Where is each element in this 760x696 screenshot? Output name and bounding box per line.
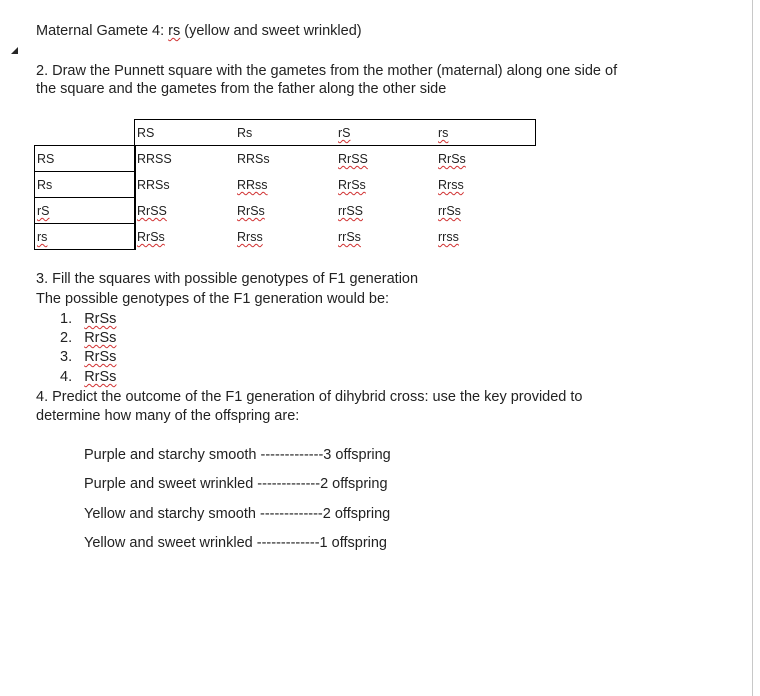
collapse-triangle-icon[interactable] [11,47,18,54]
q4-line-2: determine how many of the offspring are: [36,408,300,424]
row-header: RS [37,152,55,166]
outcome-row [84,446,391,464]
list-number: 2. [60,330,73,346]
list-item [60,368,116,386]
punnett-cell: RrSs [438,152,466,166]
outcome-phenotype: Yellow and sweet wrinkled [84,535,253,551]
outcome-count: 2 offspring [320,476,388,492]
heading-prefix: Maternal Gamete 4: [36,23,169,39]
punnett-cell: RRSs [237,152,270,166]
punnett-cell: RrSs [137,230,165,244]
row-header: rS [37,204,50,218]
row-divider [35,197,135,198]
punnett-cell: RrSS [137,204,167,218]
punnett-cell: RrSs [237,204,265,218]
column-header-box [134,119,536,146]
list-item [60,348,116,366]
outcome-row [84,534,387,552]
outcome-count: 1 offspring [319,535,387,551]
list-number: 3. [60,349,73,365]
outcome-dashes: ------------- [257,476,321,492]
heading-suffix: (yellow and sweet wrinkled) [180,23,362,39]
punnett-cell: RrSs [338,178,366,192]
list-number: 1. [60,311,73,327]
row-header: Rs [37,178,53,192]
column-header: rS [338,126,351,140]
outcome-count: 2 offspring [322,506,391,522]
punnett-cell: RrSS [338,152,368,166]
genotype-value: RrSs [84,330,117,346]
punnett-cell: RRSs [137,178,170,192]
q4-line-1: 4. Predict the outcome of the F1 generation of dihybrid cross: use the key provided to [36,389,583,405]
punnett-cell: rrSS [338,204,363,218]
genotype-value: RrSs [84,311,117,327]
column-header: rs [438,126,449,140]
outcome-dashes: ------------- [259,506,323,522]
q2-line-2: the square and the gametes from the father along the other side [36,81,447,97]
punnett-cell: rrSs [438,204,461,218]
punnett-cell: Rrss [438,178,464,192]
outcome-phenotype: Purple and sweet wrinkled [84,476,254,492]
punnett-cell: rrSs [338,230,361,244]
column-header: Rs [237,126,253,140]
punnett-cell: Rrss [237,230,263,244]
outcome-dashes: ------------- [256,535,320,551]
outcome-row [84,475,388,493]
q2-line-1: 2. Draw the Punnett square with the gametes from the mother (maternal) along one side of [36,63,618,79]
punnett-cell: RRSS [137,152,172,166]
outcome-row [84,505,390,523]
q3-line-1: 3. Fill the squares with possible genotypes of F1 generation [36,271,419,287]
heading-gamete: rs [168,23,181,39]
punnett-cell: RRss [237,178,268,192]
grid-left-border [134,145,135,249]
outcome-phenotype: Yellow and starchy smooth [84,506,256,522]
genotype-value: RrSs [84,349,117,365]
punnett-cell: rrss [438,230,459,244]
column-header: RS [137,126,155,140]
row-divider [35,171,135,172]
row-divider [35,223,135,224]
page-edge [752,0,753,696]
outcome-count: 3 offspring [323,447,391,463]
row-header: rs [37,230,48,244]
list-item [60,329,116,347]
genotype-value: RrSs [84,369,117,385]
maternal-gamete-heading [36,22,362,40]
list-item [60,310,116,328]
outcome-dashes: ------------- [260,447,324,463]
list-number: 4. [60,369,73,385]
outcome-phenotype: Purple and starchy smooth [84,447,257,463]
q3-line-2: The possible genotypes of the F1 generation would be: [36,291,390,307]
